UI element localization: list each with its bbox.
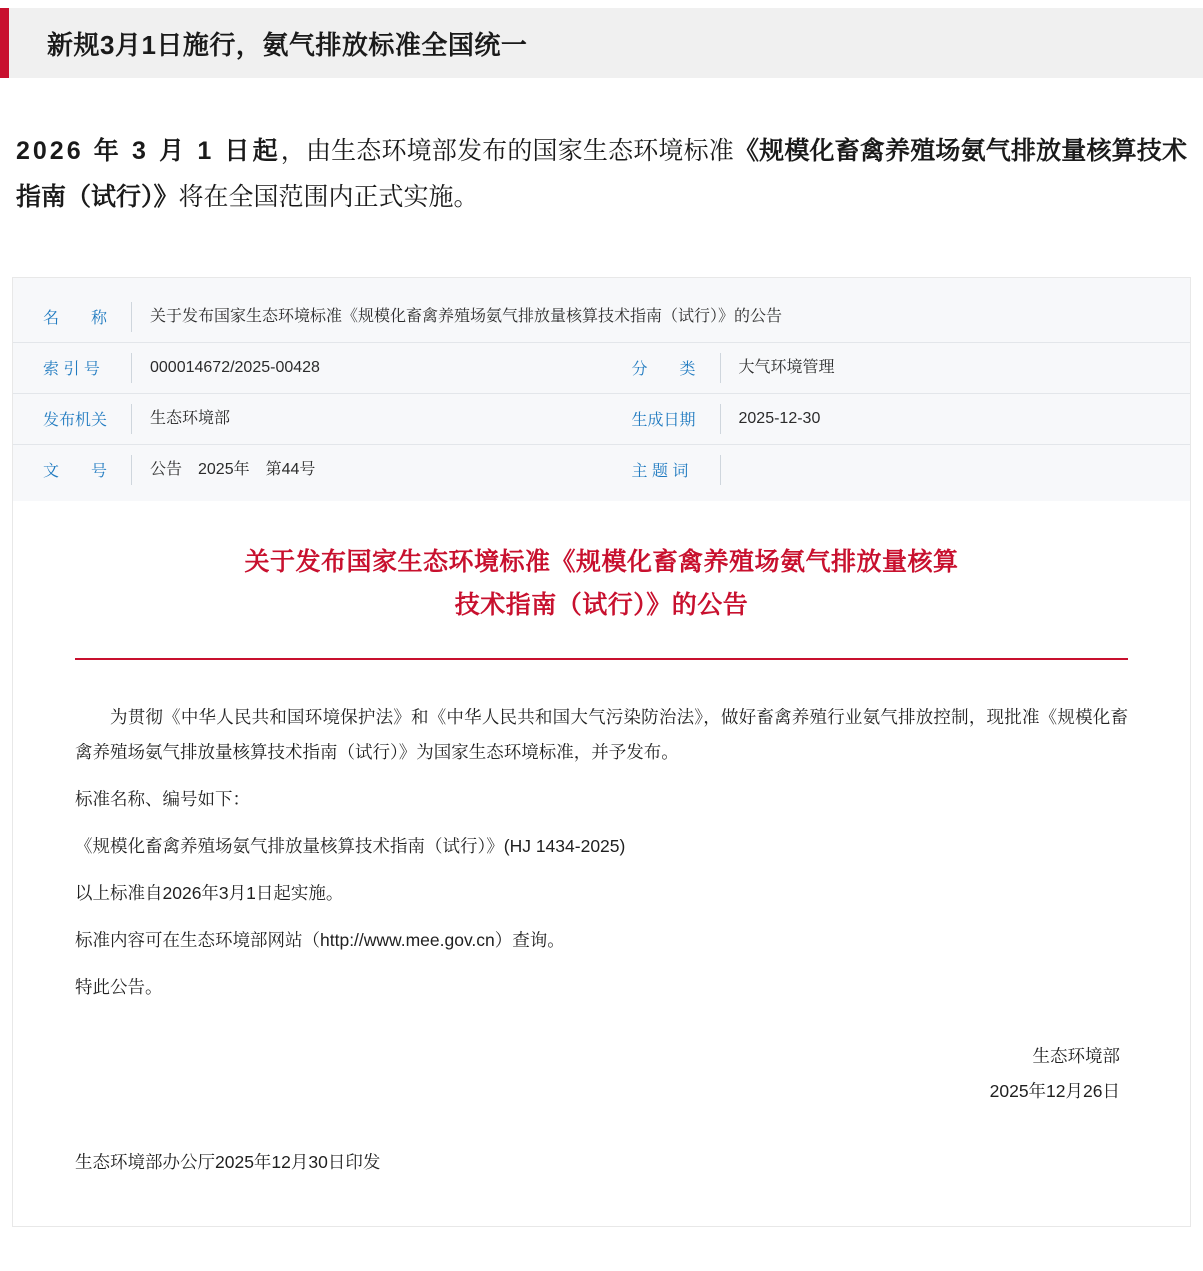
lead-effective-date: 2026 年 3 月 1 日起 xyxy=(16,137,281,165)
headline-banner xyxy=(0,8,1203,78)
document-page xyxy=(0,8,1203,1227)
metadata-value: 关于发布国家生态环境标准《规模化畜禽养殖场氨气排放量核算技术指南（试行）》的公告 xyxy=(150,307,783,325)
table-row xyxy=(13,343,1190,394)
issuing-footer-note: 生态环境部办公厅2025年12月30日印发 xyxy=(75,1152,381,1172)
metadata-label: 分 类 xyxy=(631,361,696,378)
lead-middle-text: ，由生态环境部发布的国家生态环境标准 xyxy=(280,137,734,165)
metadata-label: 索 引 号 xyxy=(43,361,100,378)
announcement-card xyxy=(12,277,1191,1228)
headline-text: 新规3月1日施行，氨气排放标准全国统一 xyxy=(47,29,528,60)
standard-entry-link[interactable]: 《规模化畜禽养殖场氨气排放量核算技术指南（试行）》(HJ 1434-2025) xyxy=(75,836,626,856)
metadata-table xyxy=(13,278,1190,501)
notice-paragraph-4: 标准内容可在生态环境部网站（http://www.mee.gov.cn）查询。 xyxy=(75,930,565,950)
title-divider xyxy=(75,658,1128,660)
metadata-cell-issuer xyxy=(13,394,602,444)
metadata-cell-created-date xyxy=(602,394,1191,444)
banner-accent-bar xyxy=(0,8,9,78)
metadata-cell-subject-terms xyxy=(602,445,1191,495)
notice-paragraph-2: 标准名称、编号如下： xyxy=(75,789,250,809)
notice-body xyxy=(75,700,1128,1005)
cell-divider xyxy=(720,455,721,485)
metadata-label: 生成日期 xyxy=(631,412,696,429)
metadata-label: 发布机关 xyxy=(43,412,108,429)
metadata-cell-index-number xyxy=(13,343,602,393)
notice-paragraph-5: 特此公告。 xyxy=(75,977,163,997)
table-row xyxy=(13,394,1190,445)
table-row xyxy=(13,292,1190,343)
metadata-value: 2025-12-30 xyxy=(738,409,821,427)
metadata-label: 主 题 词 xyxy=(631,463,689,480)
metadata-label: 文 号 xyxy=(43,463,108,480)
metadata-cell-document-number xyxy=(13,445,602,495)
notice-paragraph-1: 为贯彻《中华人民共和国环境保护法》和《中华人民共和国大气污染防治法》，做好畜禽养殖行业氨气排放控制，现批准《规模化畜禽养殖场氨气排放量核算技术指南（试行）》为国家生态环境标准，并予发布。 xyxy=(75,707,1128,762)
metadata-cell-category xyxy=(602,343,1191,393)
notice-content xyxy=(13,501,1190,1227)
lead-standard-name: 《规模化畜禽养殖场氨气排放量核算技术指南（试行）》 xyxy=(16,137,1187,212)
notice-paragraph-3: 以上标准自2026年3月1日起实施。 xyxy=(75,883,344,903)
notice-title-line-1: 关于发布国家生态环境标准《规模化畜禽养殖场氨气排放量核算 xyxy=(244,547,959,576)
metadata-value: 000014672/2025-00428 xyxy=(150,358,320,376)
table-row xyxy=(13,445,1190,495)
metadata-label: 名 称 xyxy=(43,310,108,327)
signature-date: 2025年12月26日 xyxy=(989,1081,1120,1101)
notice-title-line-2: 技术指南（试行）》的公告 xyxy=(454,591,749,620)
notice-title xyxy=(85,541,1118,629)
signature-organization: 生态环境部 xyxy=(1032,1046,1120,1066)
metadata-value: 公告 2025年 第44号 xyxy=(150,460,316,478)
lead-end-text: 将在全国范围内正式实施。 xyxy=(178,183,479,212)
signature-block xyxy=(75,1039,1128,1109)
metadata-value: 大气环境管理 xyxy=(738,358,835,376)
metadata-cell-name xyxy=(13,292,1190,342)
lead-paragraph xyxy=(16,128,1187,221)
metadata-value: 生态环境部 xyxy=(150,409,231,427)
